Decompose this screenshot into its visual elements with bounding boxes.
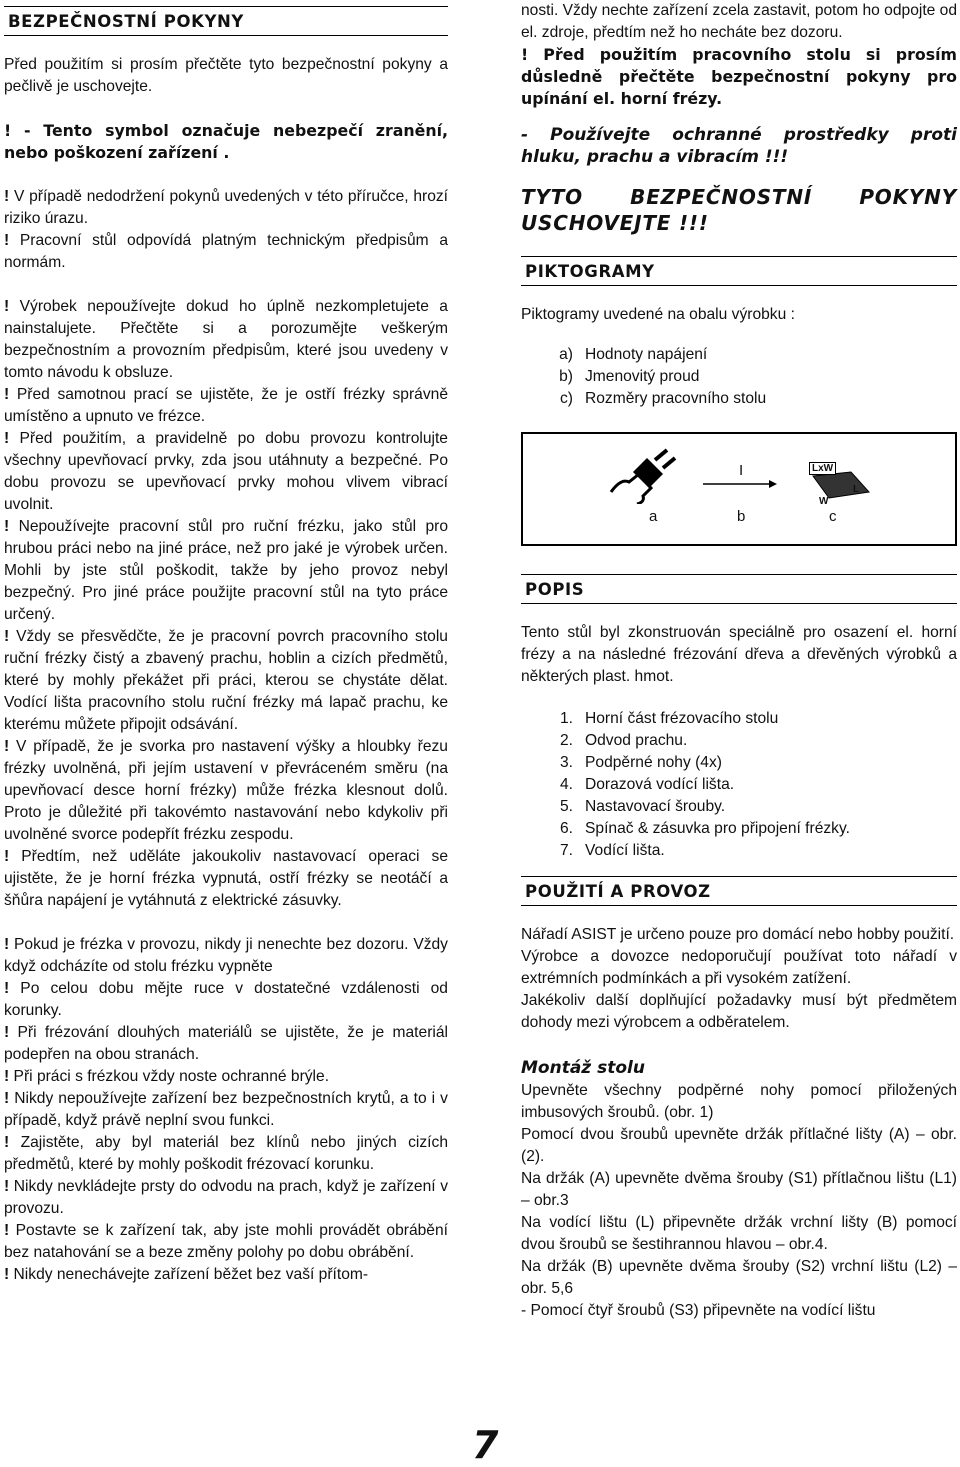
safety-item-text: Zajistěte, aby byl materiál bez klínů nebo jiných cizích předmětů, které by mohly poškodit frézovací korunku. bbox=[4, 1134, 448, 1173]
pikto-label-c: c bbox=[829, 508, 837, 525]
safety-item bbox=[4, 296, 448, 384]
list-item bbox=[521, 818, 957, 840]
ppe-note: - Používejte ochranné prostředky proti hluku, prachu a vibracím !!! bbox=[521, 125, 957, 167]
safety-item bbox=[4, 736, 448, 846]
popis-heading: POPIS bbox=[521, 574, 957, 604]
list-text: Vodící lišta. bbox=[585, 842, 665, 859]
montaz-para: - Pomocí čtyř šroubů (S3) připevněte na vodící lištu bbox=[521, 1302, 876, 1319]
dimension-w: W bbox=[819, 496, 829, 507]
right-column bbox=[521, 0, 957, 1322]
list-item bbox=[521, 730, 957, 752]
list-text: Podpěrné nohy (4x) bbox=[585, 754, 722, 771]
safety-item bbox=[4, 1066, 448, 1088]
safety-item-text: Při frézování dlouhých materiálů se ujistěte, že je materiál podepřen na obou stranách. bbox=[4, 1024, 448, 1063]
list-item bbox=[521, 366, 957, 388]
safety-item bbox=[4, 1220, 448, 1264]
safety-item bbox=[4, 516, 448, 626]
usage-heading: POUŽITÍ A PROVOZ bbox=[521, 876, 957, 906]
list-marker: 3. bbox=[559, 754, 573, 771]
list-text: Rozměry pracovního stolu bbox=[585, 390, 767, 407]
warning-mark: ! bbox=[4, 738, 10, 755]
list-item bbox=[521, 774, 957, 796]
safety-intro: Před použitím si prosím přečtěte tyto bezpečnostní pokyny a pečlivě je uschovejte. bbox=[4, 56, 448, 95]
safety-item bbox=[4, 978, 448, 1022]
warning-mark: ! bbox=[4, 1178, 10, 1195]
list-marker: 4. bbox=[559, 776, 573, 793]
warning-mark: ! bbox=[4, 188, 10, 205]
bold-note bbox=[521, 44, 957, 110]
list-item bbox=[521, 840, 957, 862]
page-number: 7 bbox=[472, 1423, 499, 1467]
pikto-intro: Piktogramy uvedené na obalu výrobku : bbox=[521, 306, 795, 323]
list-marker: c) bbox=[560, 390, 573, 407]
keep-note: TYTO BEZPEČNOSTNÍ POKYNY USCHOVEJTE !!! bbox=[521, 185, 957, 235]
safety-item-text: Před použitím, a pravidelně po dobu provozu kontrolujte všechny upevňovací prvky, zda jsou utáhnuty a bezpečné. Po dobu provozu se upevňovací prvky mohou vlivem vibrací uvolnit. bbox=[4, 430, 448, 513]
warning-mark: ! bbox=[4, 1266, 10, 1283]
warning-mark: ! bbox=[4, 232, 10, 249]
pikto-label-a: a bbox=[649, 508, 658, 525]
warning-mark: ! bbox=[4, 628, 10, 645]
symbol-note-text: - Tento symbol označuje nebezpečí zranění, nebo poškození zařízení . bbox=[4, 121, 449, 162]
list-marker: b) bbox=[559, 368, 573, 385]
safety-item-text: Po celou dobu mějte ruce v dostatečné vzdálenosti od korunky. bbox=[4, 980, 448, 1019]
montaz-para: Na držák (B) upevněte dvěma šrouby (S2) vrchní lištu (L2) – obr. 5,6 bbox=[521, 1258, 957, 1297]
pikto-heading: PIKTOGRAMY bbox=[521, 256, 957, 286]
list-text: Nastavovací šrouby. bbox=[585, 798, 726, 815]
list-item bbox=[521, 752, 957, 774]
safety-heading: BEZPEČNOSTNÍ POKYNY bbox=[4, 6, 448, 36]
safety-item-text: Při práci s frézkou vždy noste ochranné brýle. bbox=[13, 1068, 330, 1085]
warning-mark: ! bbox=[4, 386, 10, 403]
list-marker: 2. bbox=[559, 732, 573, 749]
usage-para: Jakékoliv další doplňující požadavky musí být předmětem dohody mezi výrobcem a odběratelem. bbox=[521, 992, 957, 1031]
montaz-heading: Montáž stolu bbox=[521, 1058, 645, 1078]
montaz-para: Upevněte všechny podpěrné nohy pomocí přiložených imbusových šroubů. (obr. 1) bbox=[521, 1082, 957, 1121]
warning-mark: ! bbox=[4, 1222, 10, 1239]
parts-list bbox=[521, 708, 957, 862]
list-marker: 6. bbox=[559, 820, 573, 837]
dimension-l: L bbox=[853, 484, 860, 495]
safety-item bbox=[4, 428, 448, 516]
list-marker: a) bbox=[559, 346, 573, 363]
warning-mark: ! bbox=[4, 936, 10, 953]
list-text: Odvod prachu. bbox=[585, 732, 688, 749]
list-item bbox=[521, 344, 957, 366]
warning-mark: ! bbox=[4, 1134, 10, 1151]
left-column bbox=[4, 0, 448, 1286]
safety-item bbox=[4, 1088, 448, 1132]
popis-intro: Tento stůl byl zkonstruován speciálně pro osazení el. horní frézy a na následné frézování dřeva a dřevěných výrobků a některých plast. hmot. bbox=[521, 624, 957, 685]
safety-item-text: Nikdy nepoužívejte zařízení bez bezpečnostních krytů, a to i v případě, když právě neplní svou funkci. bbox=[4, 1090, 448, 1129]
warning-mark: ! bbox=[4, 980, 10, 997]
list-marker: 5. bbox=[559, 798, 573, 815]
list-text: Spínač & zásuvka pro připojení frézky. bbox=[585, 820, 850, 837]
safety-item bbox=[4, 846, 448, 912]
warning-mark: ! bbox=[4, 848, 10, 865]
montaz-para: Na držák (A) upevněte dvěma šrouby (S1) přítlačnou lištu (L1) – obr.3 bbox=[521, 1170, 957, 1209]
safety-item bbox=[4, 1132, 448, 1176]
safety-item bbox=[4, 626, 448, 736]
list-text: Hodnoty napájení bbox=[585, 346, 708, 363]
usage-para: Nářadí ASIST je určeno pouze pro domácí nebo hobby použití. bbox=[521, 926, 955, 943]
pictogram-box bbox=[521, 432, 957, 546]
list-marker: 7. bbox=[559, 842, 573, 859]
warning-mark: ! bbox=[4, 430, 10, 447]
pikto-list bbox=[521, 344, 957, 410]
usage-para: Výrobce a dovozce nedoporučují používat toto nářadí v extrémních podmínkách a při vysokém zatížení. bbox=[521, 948, 957, 987]
plug-icon bbox=[607, 448, 677, 504]
safety-item-text: Předtím, než uděláte jakoukoliv nastavovací operaci se ujistěte, že je horní frézka vypnutá, ostří frézky se neotáčí a šňůra napájení je vytáhnutá z elektrické zásuvky. bbox=[4, 848, 448, 909]
safety-item bbox=[4, 1022, 448, 1066]
list-text: Horní část frézovacího stolu bbox=[585, 710, 779, 727]
list-text: Dorazová vodící lišta. bbox=[585, 776, 735, 793]
safety-item-text: Vždy se přesvědčte, že je pracovní povrch pracovního stolu ruční frézky čistý a zbavený prachu, hoblin a cizích předmětů, které by mohly překážet při práci, kterou se chystáte dělat. Vodící lišta pracovního stolu ruční frézky má lapač prachu, ke kterému můžete připojit odsávání. bbox=[4, 628, 448, 733]
warning-mark: ! bbox=[4, 1090, 10, 1107]
bold-note-text: Před použitím pracovního stolu si prosím důsledně přečtěte bezpečnostní pokyny pro upínání el. horní frézy. bbox=[521, 45, 958, 108]
list-text: Jmenovitý proud bbox=[585, 368, 700, 385]
warning-mark: ! bbox=[4, 518, 10, 535]
safety-item bbox=[4, 384, 448, 428]
warning-mark: ! bbox=[521, 45, 529, 64]
safety-item-text: Výrobek nepoužívejte dokud ho úplně nezkompletujete a nainstalujete. Přečtěte si a porozumějte veškerým bezpečnostním a provozním předpisům, které jsou uvedeny v tomto návodu k obsluze. bbox=[4, 298, 448, 381]
safety-item-text: Pokud je frézka v provozu, nikdy ji nenechte bez dozoru. Vždy když odcházíte od stolu frézku vypněte bbox=[4, 936, 448, 975]
safety-item bbox=[4, 230, 448, 274]
safety-item-text: Nikdy nevkládejte prsty do odvodu na prach, když je zařízení v provozu. bbox=[4, 1178, 448, 1217]
continued-text: nosti. Vždy nechte zařízení zcela zastavit, potom ho odpojte od el. zdroje, předtím než ho necháte bez dozoru. bbox=[521, 2, 958, 41]
warning-mark: ! bbox=[4, 1024, 10, 1041]
dimension-lxw: LxW bbox=[809, 462, 836, 475]
safety-item-text: Postavte se k zařízení tak, aby jste mohli provádět obrábění bez natahování se a beze změny polohy po dobu obrábění. bbox=[4, 1222, 448, 1261]
safety-item bbox=[4, 1264, 448, 1286]
symbol-note bbox=[4, 120, 448, 164]
list-item bbox=[521, 796, 957, 818]
montaz-para: Na vodící lištu (L) připevněte držák vrchní lišty (B) pomocí dvou šroubů se šestihrannou hlavou – obr.4. bbox=[521, 1214, 957, 1253]
pikto-label-b: b bbox=[737, 508, 746, 525]
warning-mark: ! bbox=[4, 121, 12, 140]
safety-item-text: Před samotnou prací se ujistěte, že je ostří frézky správně umístěno a upnuto ve frézce. bbox=[4, 386, 448, 425]
safety-item-text: Nikdy nenechávejte zařízení běžet bez vaší přítom- bbox=[13, 1266, 369, 1283]
warning-mark: ! bbox=[4, 298, 10, 315]
list-item bbox=[521, 708, 957, 730]
safety-item-text: V případě, že je svorka pro nastavení výšky a hloubky řezu frézky uvolněná, při jejím ustavení v převráceném směru (na upevňovací desce horní frézky) může frézka klesnout dolů. Proto je důležité při takovémto nastavování nebo kdykoliv při uvolněné svorce podepřít frézku zespodu. bbox=[4, 738, 448, 843]
safety-item bbox=[4, 1176, 448, 1220]
safety-item-text: V případě nedodržení pokynů uvedených v této příručce, hrozí riziko úrazu. bbox=[4, 188, 448, 227]
list-item bbox=[521, 388, 957, 410]
safety-item bbox=[4, 186, 448, 230]
warning-mark: ! bbox=[4, 1068, 10, 1085]
montaz-para: Pomocí dvou šroubů upevněte držák přítlačné lišty (A) – obr.(2). bbox=[521, 1126, 957, 1165]
list-marker: 1. bbox=[559, 710, 573, 727]
safety-item bbox=[4, 934, 448, 978]
current-symbol: I bbox=[739, 462, 744, 479]
safety-item-text: Pracovní stůl odpovídá platným technickým předpisům a normám. bbox=[4, 232, 448, 271]
safety-item-text: Nepoužívejte pracovní stůl pro ruční frézku, jako stůl pro hrubou práci nebo na jiné práce, než pro jaké je výrobek určen. Mohli by jste stůl poškodit, takže by jeho provoz nebyl bezpečný. Pro jiné práce použijte pracovní stůl na tyto práce určený. bbox=[4, 518, 448, 623]
